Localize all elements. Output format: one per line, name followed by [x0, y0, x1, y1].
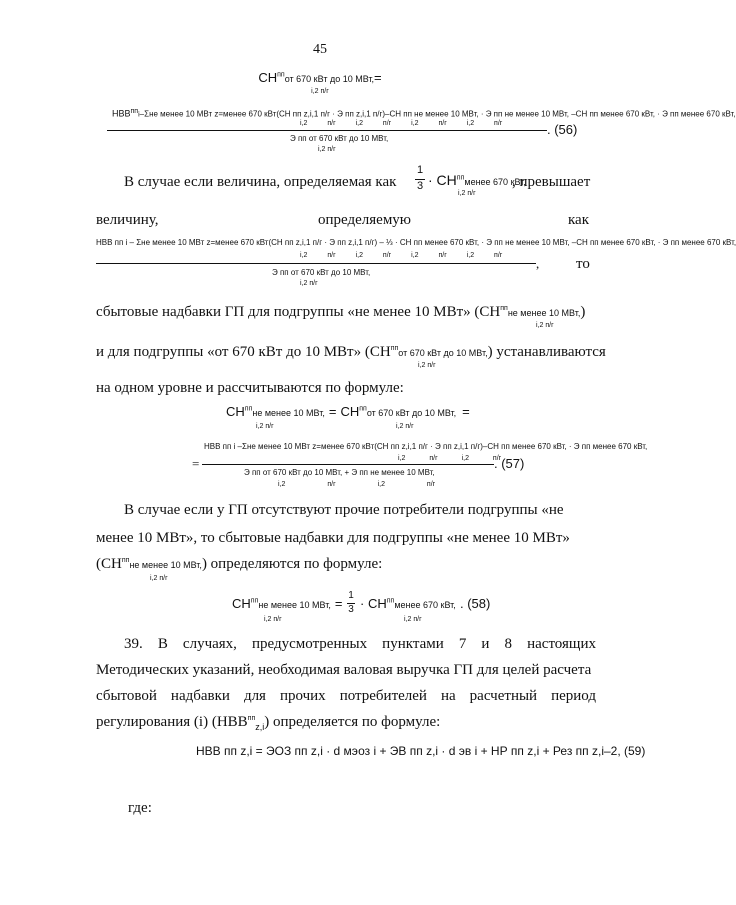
- para1-suffix: , превышает: [512, 174, 591, 190]
- eq57-lead: =: [192, 456, 200, 471]
- para2-word3: как: [568, 212, 590, 228]
- eq59: НВВ пп z,i = ЭОЗ пп z,i · d мэоз i + ЭВ пп z,i · d эв i + НР пп z,i + Рез пп z,i–2, (59): [196, 744, 646, 758]
- eq57-number: . (57): [494, 456, 525, 471]
- eq56-number: . (56): [547, 122, 578, 137]
- para7-line4: регулирования (i) $(НВВ^{пп}_{z,i})$ определяется по формуле:: [96, 714, 441, 732]
- para7-line1: 39. В случаях, предусмотренных пунктами 7 и 8 настоящих: [124, 636, 596, 652]
- para5: на одном уровне и рассчитываются по формуле:: [96, 380, 404, 396]
- eq58-lhs-subscript: i,2 п/г: [264, 616, 282, 623]
- para1-frac-den: 3: [416, 180, 424, 192]
- para7-line3: сбытовой надбавки для прочих потребителей на расчетный период: [96, 688, 596, 704]
- eq-mid-to: то: [576, 256, 590, 272]
- eq56-numerator: $НВВ^{пп}i$–Σне менее 10 МВт z=менее 670 кВт(СН пп z,i,1 п/г · Э пп z,i,1 п/г)–СН пп не менее 10 МВт, · Э пп не менее 10 МВт, –СН пп менее 670 кВт, · Э пп менее 670 кВт,: [112, 108, 736, 119]
- para2-word1: величину,: [96, 212, 159, 228]
- eq58-lhs: $СН^{пп}не$ менее 10 МВт, =: [232, 596, 343, 611]
- eq56-lhs: $СН^{пп}от$ 670 кВт до 10 МВт,=: [258, 70, 382, 85]
- eq-mid-tail: ,: [536, 256, 540, 271]
- eq57-lhs-subscript1: i,2 п/г: [256, 423, 274, 430]
- para4: и для подгруппы «от 670 кВт до 10 МВт» ($СН^{пп}от$ 670 кВт до 10 МВт,) устанавливаются: [96, 344, 606, 360]
- eq57-denominator-subscripts: i,2 п/г i,2 п/г: [278, 481, 436, 488]
- eq-mid-fraction-line: [96, 263, 536, 264]
- eq58-rhs-subscript: i,2 п/г: [404, 616, 422, 623]
- para6-subscript: i,2 п/г: [150, 575, 168, 582]
- para4-subscript: i,2 п/г: [418, 362, 436, 369]
- para1-expr: · $СН^{пп}менее$ 670 кВт,: [428, 172, 526, 188]
- eq57-lhs-subscript2: i,2 п/г: [396, 423, 414, 430]
- para6-line1: В случае если у ГП отсутствуют прочие потребители подгруппы «не: [124, 502, 564, 518]
- para3: сбытовые надбавки ГП для подгруппы «не менее 10 МВт» ($СН^{пп}не$ менее 10 МВт,): [96, 304, 586, 320]
- eq-mid-numerator: НВВ пп i – Σне менее 10 МВт z=менее 670 кВт(СН пп z,i,1 п/г · Э пп z,i,1 п/г) – ⅓ · СН пп менее 670 кВт, · Э пп не менее 10 МВт, –СН пп менее 670 кВт, · Э пп менее 670 кВт,: [96, 238, 736, 247]
- eq-mid-denominator-subscript: i,2 п/г: [300, 280, 318, 287]
- eq56-fraction-line: [107, 130, 547, 131]
- eq57-numerator-subscripts: i,2 п/г i,2 п/г: [398, 455, 502, 462]
- para6-line3: ($СН^{пп}не$ менее 10 МВт,) определяются по формуле:: [96, 556, 383, 572]
- eq57-lhs: $СН^{пп}не$ менее 10 МВт, = $СН^{пп}от$ 670 кВт до 10 МВт, =: [226, 404, 470, 419]
- eq57-numerator: НВВ пп i –Σне менее 10 МВт z=менее 670 кВт(СН пп z,i,1 п/г · Э пп z,i,1 п/г)–СН пп менее 670 кВт, · Э пп менее 670 кВт,: [204, 442, 648, 451]
- eq56-denominator: Э пп от 670 кВт до 10 МВт,: [290, 134, 389, 143]
- para1-frac-num: 1: [416, 164, 424, 176]
- eq58-frac-den: 3: [348, 604, 354, 615]
- eq57-denominator: Э пп от 670 кВт до 10 МВт, + Э пп не менее 10 МВт,: [244, 468, 435, 477]
- eq56-denominator-subscript: i,2 п/г: [318, 146, 336, 153]
- para7-line2: Методических указаний, необходимая валовая выручка ГП для целей расчета: [96, 662, 592, 678]
- eq58-number: . (58): [460, 596, 491, 611]
- para1-prefix: В случае если величина, определяемая как: [124, 174, 397, 190]
- para3-subscript: i,2 п/г: [536, 322, 554, 329]
- where-label: где:: [128, 800, 152, 816]
- eq56-lhs-subscript: i,2 п/г: [311, 88, 329, 95]
- para1-expr-subscript: i,2 п/г: [458, 190, 476, 197]
- eq56-numerator-subscripts: i,2 п/г i,2 п/г i,2 п/г i,2 п/г: [300, 120, 503, 127]
- eq57-fraction-line: [202, 464, 494, 465]
- eq-mid-numerator-subscripts: i,2 п/г i,2 п/г i,2 п/г i,2 п/г: [300, 252, 503, 259]
- eq58-frac-num: 1: [348, 590, 354, 601]
- para2-word2: определяемую: [318, 212, 412, 228]
- eq58-rhs: · $СН^{пп}менее$ 670 кВт,: [360, 596, 456, 611]
- page-number: 45: [313, 42, 327, 57]
- eq-mid-denominator: Э пп от 670 кВт до 10 МВт,: [272, 268, 371, 277]
- para6-line2: менее 10 МВт», то сбытовые надбавки для подгруппы «не менее 10 МВт»: [96, 530, 570, 546]
